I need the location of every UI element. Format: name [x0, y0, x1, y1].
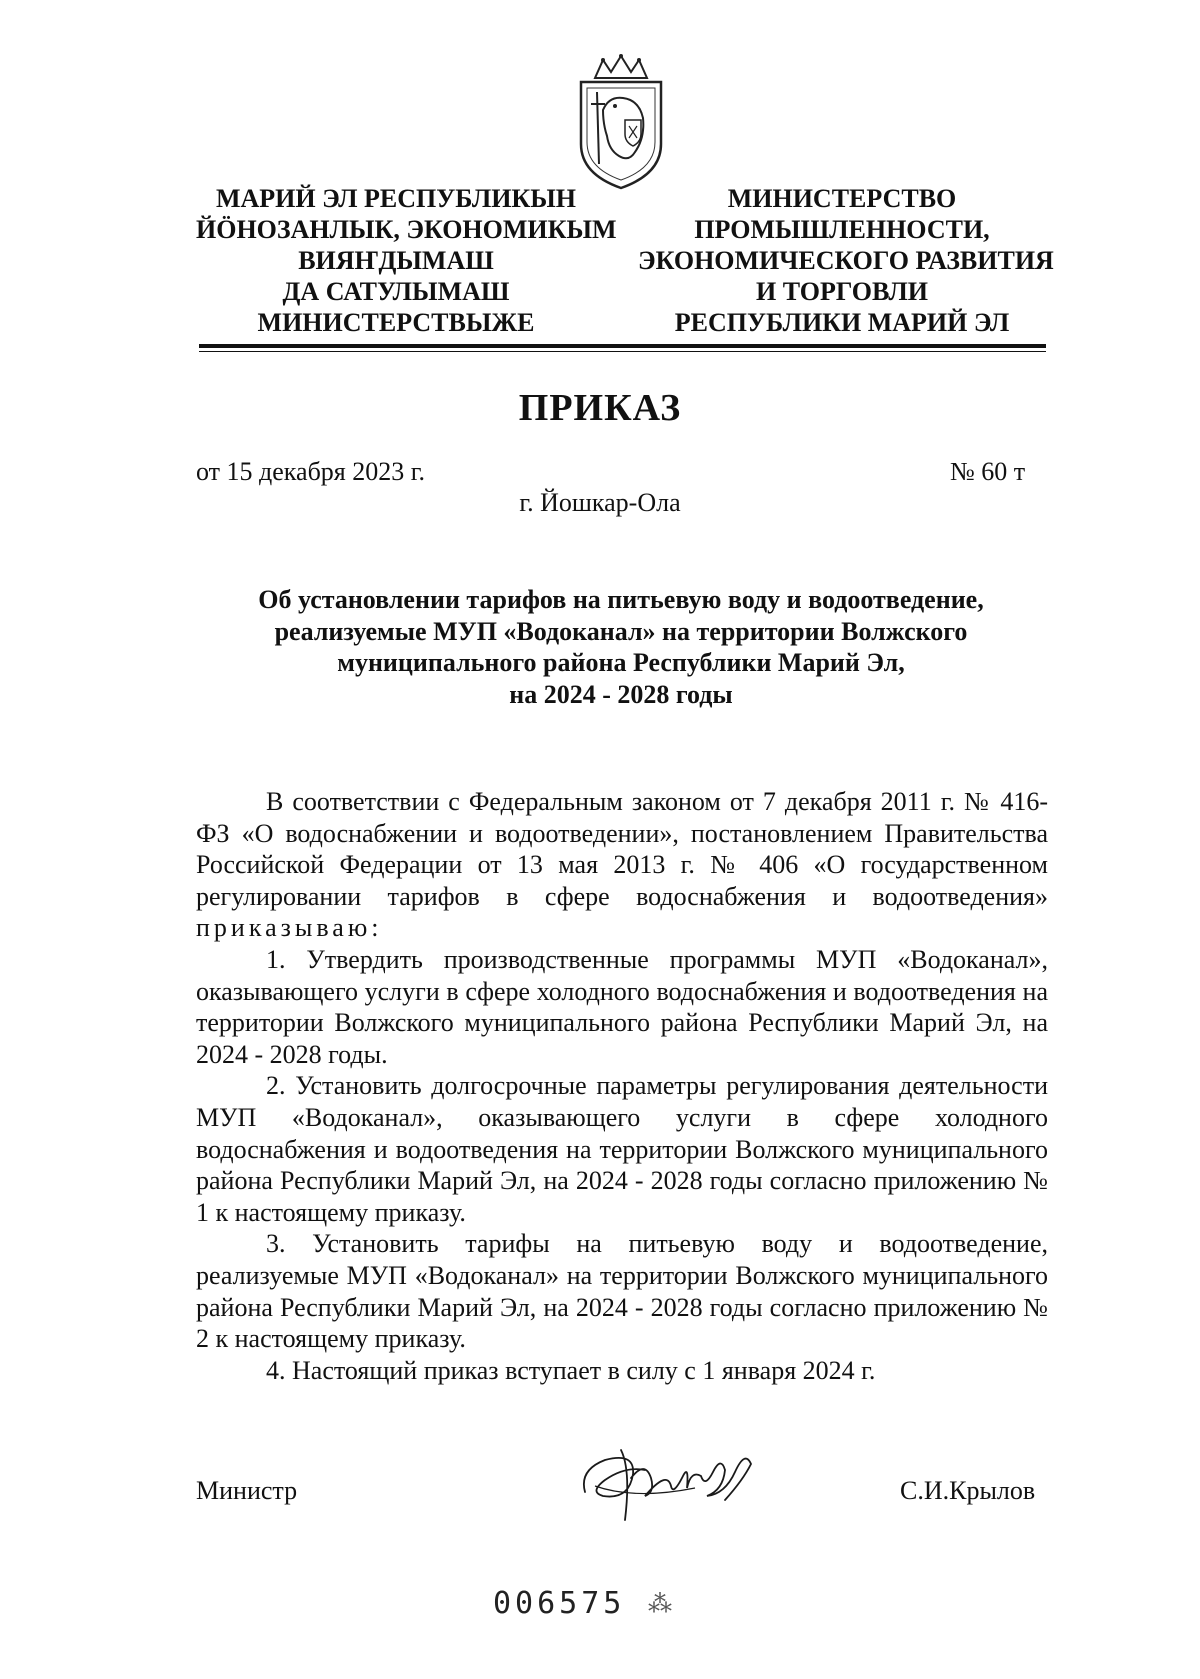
- header-left-line: ЙӦНОЗАНЛЫК, ЭКОНОМИКЫМ: [196, 215, 617, 244]
- coat-of-arms-icon: [573, 52, 669, 192]
- header-right-line: ПРОМЫШЛЕННОСТИ,: [694, 215, 990, 244]
- header-right-line: И ТОРГОВЛИ: [756, 277, 928, 306]
- document-body: [196, 786, 1048, 1386]
- ministry-name-mari: [196, 183, 617, 338]
- order-item: 1. Утвердить производственные программы МУП «Водоканал», оказывающего услуги в сфере холодного водоснабжения и водоотведения на территории Волжского муниципального района Республики Марий Эл, на 2024 - 2028 годы.: [196, 944, 1048, 1069]
- document-subject: [196, 584, 1046, 710]
- order-word: приказываю:: [196, 913, 383, 943]
- serial-number: 006575: [493, 1586, 626, 1621]
- order-item: 4. Настоящий приказ вступает в силу с 1 января 2024 г.: [266, 1355, 876, 1385]
- subject-line: на 2024 - 2028 годы: [509, 679, 733, 709]
- header-left-line: МИНИСТЕРСТВЫЖЕ: [257, 308, 535, 337]
- signatory-role: Министр: [196, 1476, 298, 1505]
- document-number: № 60 т: [950, 457, 1026, 486]
- header-divider-thick: [199, 344, 1046, 348]
- header-left-line: ДА САТУЛЫМАШ: [282, 277, 510, 306]
- subject-line: реализуемые МУП «Водоканал» на территории Волжского: [274, 616, 968, 646]
- document-city: г. Йошкар-Ола: [519, 488, 681, 517]
- subject-line: Об установлении тарифов на питьевую воду и водоотведение,: [258, 585, 984, 614]
- document-date: от 15 декабря 2023 г.: [196, 457, 425, 486]
- preamble-text: В соответствии с Федеральным законом от 7 декабря 2011 г. № 416-ФЗ «О водоснабжении и водоотведении», постановлением Правительства Российской Федерации от 13 мая 2013 г. № 406 «О государственном регулировании тарифов в сфере водоснабжения и водоотведения»: [196, 787, 1048, 911]
- handwritten-signature: [575, 1430, 765, 1530]
- document-title: ПРИКАЗ: [518, 387, 682, 429]
- header-divider-thin: [199, 351, 1046, 352]
- header-right-line: ЭКОНОМИЧЕСКОГО РАЗВИТИЯ: [638, 246, 1054, 275]
- header-left-line: ВИЯҤДЫМАШ: [298, 246, 494, 275]
- header-right-line: РЕСПУБЛИКИ МАРИЙ ЭЛ: [674, 308, 1010, 337]
- order-item: 3. Установить тарифы на питьевую воду и водоотведение, реализуемые МУП «Водоканал» на территории Волжского муниципального района Республики Марий Эл, на 2024 - 2028 годы согласно приложению № 2 к настоящему приказу.: [196, 1229, 1048, 1354]
- serial-mark-icon: ⁂: [648, 1592, 672, 1618]
- header-left-line: МАРИЙ ЭЛ РЕСПУБЛИКЫН: [215, 184, 577, 213]
- ministry-name-russian: [638, 183, 1054, 338]
- subject-line: муниципального района Республики Марий Эл,: [337, 648, 905, 677]
- order-item: 2. Установить долгосрочные параметры регулирования деятельности МУП «Водоканал», оказывающего услуги в сфере холодного водоснабжения и водоотведения на территории Волжского муниципального района Республики Марий Эл, на 2024 - 2028 годы согласно приложению № 1 к настоящему приказу.: [196, 1071, 1048, 1227]
- signatory-name: С.И.Крылов: [900, 1476, 1036, 1505]
- preamble-paragraph: [196, 786, 1048, 944]
- header-right-line: МИНИСТЕРСТВО: [727, 184, 957, 213]
